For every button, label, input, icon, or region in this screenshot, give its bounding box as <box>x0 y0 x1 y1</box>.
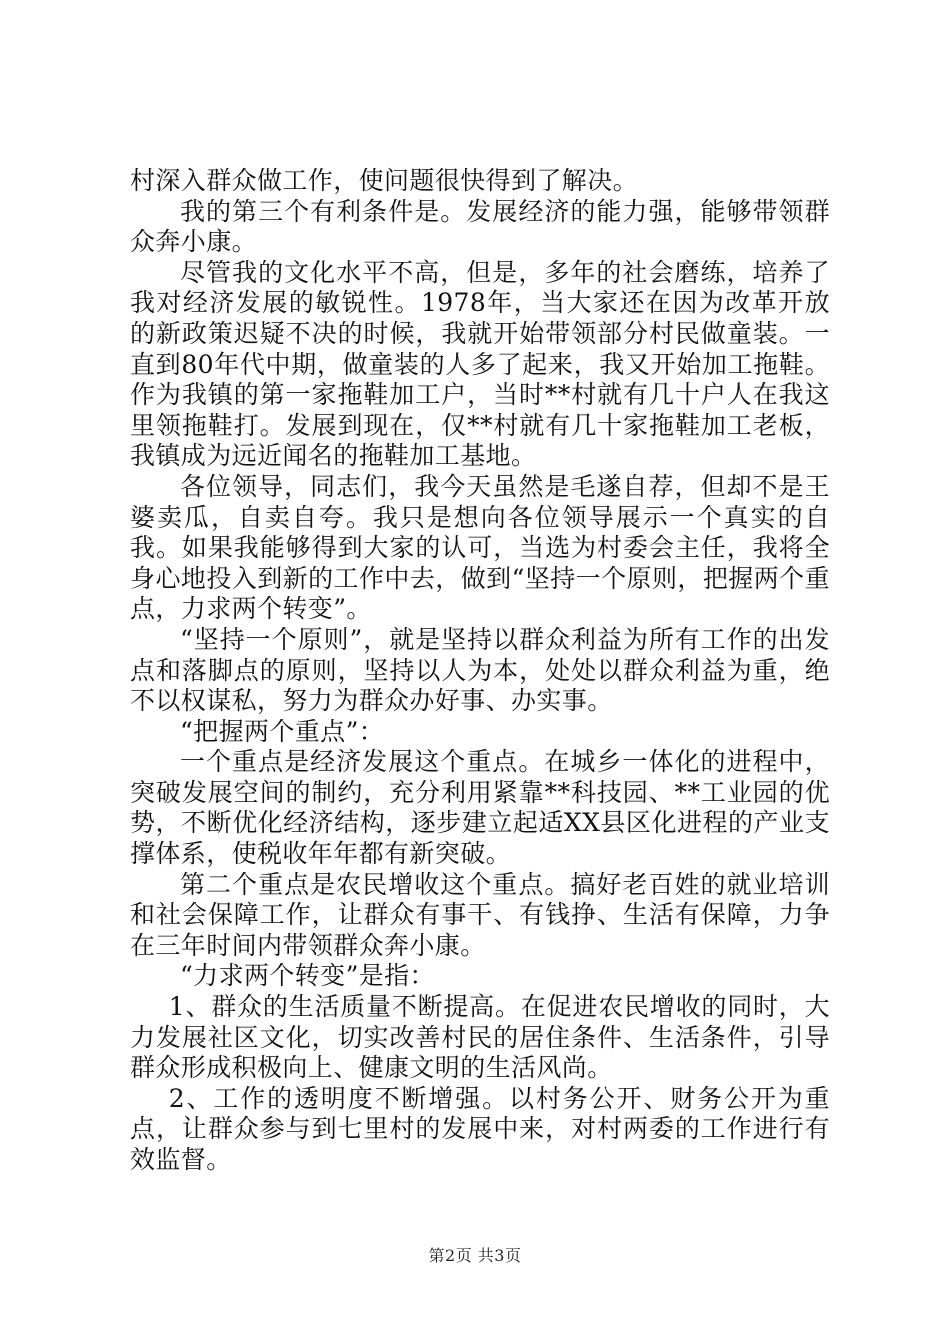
paragraph-change-one: 1、群众的生活质量不断提高。在促进农民增收的同时，大力发展社区文化，切实改善村民的居住条件、生活条件，引导群众形成积极向上、健康文明的生活风尚。 <box>130 992 830 1083</box>
paragraph-two-focuses-heading: “把握两个重点”： <box>180 716 385 746</box>
paragraph-one-principle: “坚持一个原则”，就是坚持以群众利益为所有工作的出发点和落脚点的原则，坚持以人为本，处处以群众利益为重，绝不以权谋私，努力为群众办好事、办实事。 <box>130 624 830 716</box>
paragraph-address-leaders: 各位领导，同志们，我今天虽然是毛遂自荐，但却不是王婆卖瓜，自卖自夸。我只是想向各位领导展示一个真实的自我。如果我能够得到大家的认可，当选为村委会主任，我将全身心地投入到新的工作中去，做到“坚持一个原则，把握两个重点，力求两个转变”。 <box>130 471 830 624</box>
paragraph-focus-economy: 一个重点是经济发展这个重点。在城乡一体化的进程中，突破发展空间的制约，充分利用紧靠**科技园、**工业园的优势，不断优化经济结构，逐步建立起适XX县区化进程的产业支撑体系，使税收年年都有新突破。 <box>130 747 830 869</box>
page-number-footer: 第2页 共3页 <box>428 1246 522 1265</box>
paragraph-two-changes-heading: “力求两个转变”是指： <box>180 961 435 991</box>
paragraph-third-advantage: 我的第三个有利条件是。发展经济的能力强，能够带领群众奔小康。 <box>130 196 830 257</box>
paragraph-economic-experience: 尽管我的文化水平不高，但是，多年的社会磨练，培养了我对经济发展的敏锐性。1978年，当大家还在因为改革开放的新政策迟疑不决的时候，我就开始带领部分村民做童装。一直到80年代中期，做童装的人多了起来，我又开始加工拖鞋。作为我镇的第一家拖鞋加工户，当时**村就有几十户人在我这里领拖鞋打。发展到现在，仅**村就有几十家拖鞋加工老板，我镇成为远近闻名的拖鞋加工基地。 <box>130 257 830 471</box>
paragraph-change-two: 2、工作的透明度不断增强。以村务公开、财务公开为重点，让群众参与到七里村的发展中来，对村两委的工作进行有效监督。 <box>130 1083 830 1174</box>
document-body <box>130 166 830 1176</box>
paragraph-focus-income: 第二个重点是农民增收这个重点。搞好老百姓的就业培训和社会保障工作，让群众有事干、有钱挣、生活有保障，力争在三年时间内带领群众奔小康。 <box>130 869 830 960</box>
paragraph-continuation: 村深入群众做工作，使问题很快得到了解决。 <box>130 166 639 195</box>
